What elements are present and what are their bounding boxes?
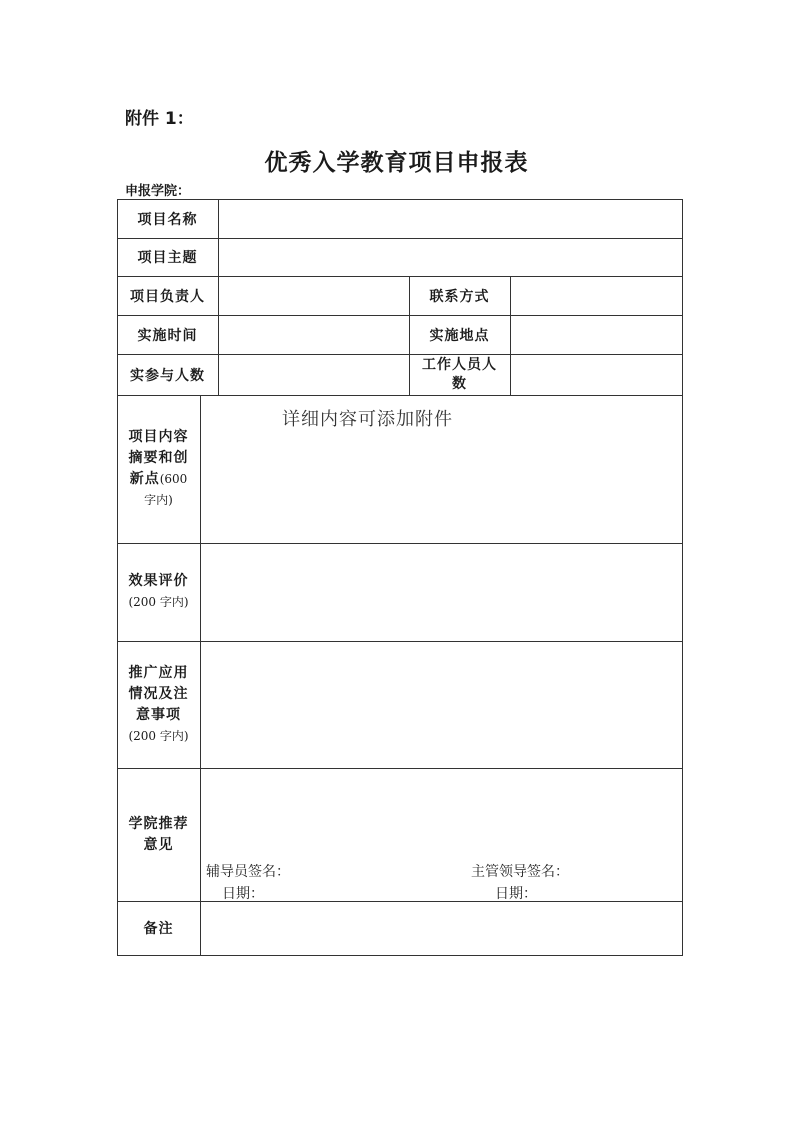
staff-count-field[interactable] [511, 355, 682, 395]
college-label: 申报学院： [125, 184, 191, 199]
implementation-place-label: 实施地点 [429, 327, 490, 344]
attachment-label: 附件 1： [125, 109, 194, 129]
recommendation-line2: 意见 [143, 836, 174, 853]
evaluation-label [117, 543, 200, 641]
recommendation-field[interactable] [201, 769, 682, 901]
project-leader-label: 项目负责人 [130, 288, 205, 305]
content-summary-line3 [130, 469, 188, 490]
content-summary-line4: 字内) [144, 493, 173, 507]
table-border-bottom [117, 955, 683, 956]
promotion-line1: 推广应用 [128, 664, 189, 681]
attachment-hint: 详细内容可添加附件 [282, 409, 453, 430]
content-summary-line3-text: 新点 [129, 471, 160, 487]
implementation-time-label: 实施时间 [137, 327, 198, 344]
promotion-line3: 意事项 [136, 706, 181, 723]
staff-count-label-line1: 工作人员人 [422, 356, 497, 373]
recommendation-label [117, 768, 200, 901]
project-theme-field[interactable] [219, 239, 682, 276]
evaluation-limit: (200 字内) [128, 595, 189, 609]
table-border-right [682, 199, 683, 956]
leader-signature-label: 主管领导签名： [471, 864, 569, 880]
staff-count-label-line2: 数 [452, 375, 467, 392]
evaluation-field[interactable] [201, 544, 682, 641]
contact-field[interactable] [511, 277, 682, 315]
form-title: 优秀入学教育项目申报表 [264, 150, 529, 176]
project-theme-label: 项目主题 [137, 250, 198, 266]
content-summary-limit: (600 [159, 472, 188, 486]
promotion-line2: 情况及注 [128, 685, 189, 702]
content-summary-line2: 摘要和创 [128, 450, 189, 466]
implementation-place-field[interactable] [511, 316, 682, 354]
promotion-limit: (200 字内) [128, 728, 189, 743]
project-name-field[interactable] [219, 200, 682, 238]
remarks-field[interactable] [201, 902, 682, 955]
staff-count-label [409, 354, 510, 395]
content-summary-line1: 项目内容 [128, 429, 189, 445]
project-name-label: 项目名称 [137, 211, 198, 228]
contact-label: 联系方式 [429, 288, 490, 305]
counselor-signature-label: 辅导员签名： [206, 864, 290, 880]
participants-field[interactable] [219, 355, 409, 395]
recommendation-line1: 学院推荐 [128, 815, 189, 832]
remarks-label: 备注 [143, 921, 174, 937]
content-summary-label [117, 395, 200, 543]
implementation-time-field[interactable] [219, 316, 409, 354]
project-leader-field[interactable] [219, 277, 409, 315]
counselor-date-label: 日期： [222, 886, 264, 902]
promotion-label [117, 641, 200, 768]
evaluation-line1: 效果评价 [128, 573, 189, 589]
participants-label: 实参与人数 [130, 367, 205, 384]
application-form-table [117, 199, 683, 956]
leader-date-label: 日期： [495, 886, 537, 902]
promotion-field[interactable] [201, 642, 682, 768]
